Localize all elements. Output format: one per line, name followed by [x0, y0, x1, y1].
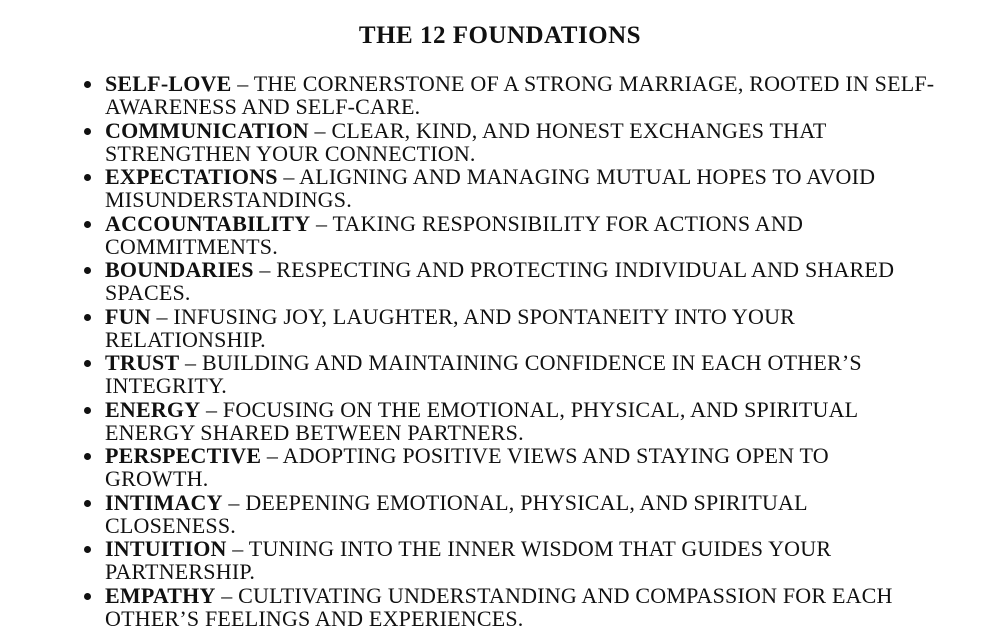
- item-description: – DEEPENING EMOTIONAL, PHYSICAL, AND SPIRITUAL CLOSENESS.: [105, 489, 807, 538]
- item-term: INTUITION: [105, 536, 227, 561]
- list-item: [105, 305, 935, 351]
- list-item: [105, 491, 935, 537]
- item-term: SELF-LOVE: [105, 71, 232, 96]
- item-description: – ALIGNING AND MANAGING MUTUAL HOPES TO AVOID MISUNDERSTANDINGS.: [105, 164, 876, 212]
- item-term: TRUST: [105, 350, 180, 375]
- list-item: [105, 258, 935, 304]
- item-description: – RESPECTING AND PROTECTING INDIVIDUAL AND SHARED SPACES.: [105, 257, 895, 305]
- item-description: – FOCUSING ON THE EMOTIONAL, PHYSICAL, AND SPIRITUAL ENERGY SHARED BETWEEN PARTNERS.: [105, 396, 858, 445]
- list-item: [105, 537, 935, 583]
- list-item: [105, 398, 935, 444]
- item-description: – TUNING INTO THE INNER WISDOM THAT GUIDES YOUR PARTNERSHIP.: [105, 536, 832, 584]
- item-description: – INFUSING JOY, LAUGHTER, AND SPONTANEITY INTO YOUR RELATIONSHIP.: [105, 303, 796, 352]
- item-term: BOUNDARIES: [105, 257, 254, 282]
- item-term: FUN: [105, 303, 151, 329]
- item-term: PERSPECTIVE: [105, 443, 262, 468]
- item-description: – BUILDING AND MAINTAINING CONFIDENCE IN EACH OTHER’S INTEGRITY.: [105, 350, 862, 398]
- item-description: – CLEAR, KIND, AND HONEST EXCHANGES THAT STRENGTHEN YOUR CONNECTION.: [105, 117, 827, 166]
- item-term: EMPATHY: [105, 582, 216, 608]
- item-description: – THE CORNERSTONE OF A STRONG MARRIAGE, ROOTED IN SELF-AWARENESS AND SELF-CARE.: [105, 71, 935, 119]
- item-term: ACCOUNTABILITY: [105, 210, 311, 236]
- item-term: ENERGY: [105, 396, 201, 422]
- list-item: [105, 351, 935, 397]
- item-description: – CULTIVATING UNDERSTANDING AND COMPASSION FOR EACH OTHER’S FEELINGS AND EXPERIENCES.: [105, 582, 893, 631]
- item-description: – ADOPTING POSITIVE VIEWS AND STAYING OPEN TO GROWTH.: [105, 443, 829, 491]
- list-item: [105, 119, 935, 165]
- list-item: [105, 165, 935, 211]
- list-item: [105, 72, 935, 118]
- foundations-list: [105, 72, 935, 630]
- item-description: – TAKING RESPONSIBILITY FOR ACTIONS AND COMMITMENTS.: [105, 210, 804, 259]
- item-term: COMMUNICATION: [105, 117, 309, 143]
- item-term: INTIMACY: [105, 489, 223, 515]
- list-item: [105, 444, 935, 490]
- page-title: THE 12 FOUNDATIONS: [358, 22, 642, 49]
- list-item: [105, 584, 935, 630]
- list-item: [105, 212, 935, 258]
- item-term: EXPECTATIONS: [105, 164, 278, 189]
